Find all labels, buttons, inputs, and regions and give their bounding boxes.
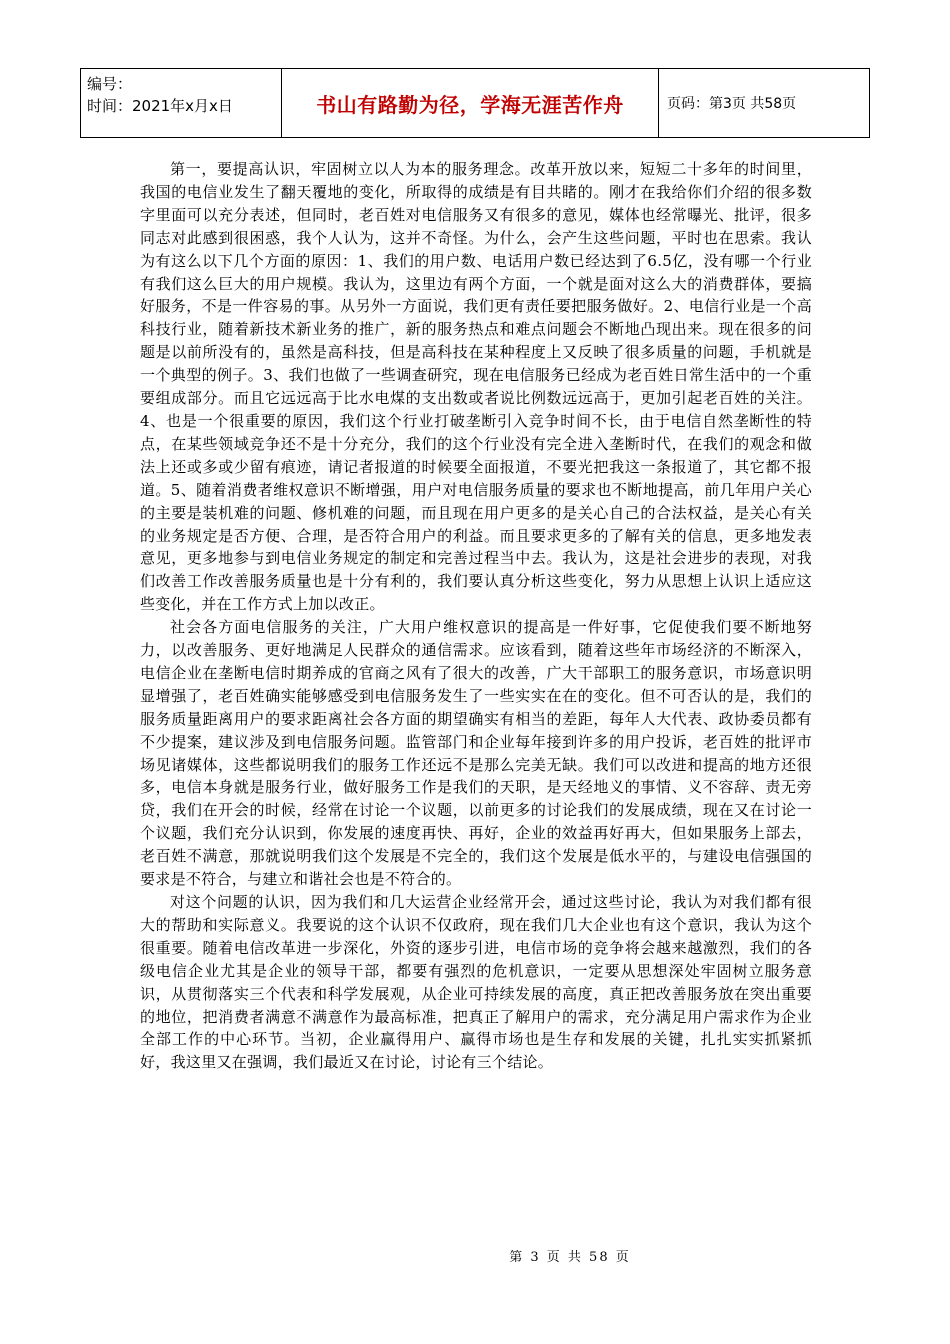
document-time-label: 时间：2021年x月x日 [87,97,233,115]
document-header [80,68,870,138]
header-motto: 书山有路勤为径，学海无涯苦作舟 [282,69,659,138]
body-paragraph-3: 对这个问题的认识，因为我们和几大运营企业经常开会，通过这些讨论，我认为对我们都有很大的帮助和实际意义。我要说的这个认识不仅政府，现在我们几大企业也有这个意识，我认为这个很重要。随着电信改革进一步深化，外资的逐步引进，电信市场的竞争将会越来越激烈，我们的各级电信企业尤其是企业的领导干部，都要有强烈的危机意识，一定要从思想深处牢固树立服务意识，从贯彻落实三个代表和科学发展观，从企业可持续发展的高度，真正把改善服务放在突出重要的地位，把消费者满意不满意作为最高标准，把真正了解用户的需求，充分满足用户需求作为企业全部工作的中心环节。当初，企业赢得用户、赢得市场也是生存和发展的关键，扎扎实实抓紧抓好，我这里又在强调，我们最近又在讨论，讨论有三个结论。 [140,893,812,1072]
page-footer: 第 3 页 共 58 页 [509,1250,631,1265]
body-paragraph-2: 社会各方面电信服务的关注，广大用户维权意识的提高是一件好事，它促使我们要不断地努力，以改善服务、更好地满足人民群众的通信需求。应该看到，随着这些年市场经济的不断深入，电信企业在垄断电信时期养成的官商之风有了很大的改善，广大干部职工的服务意识，市场意识明显增强了，老百姓确实能够感受到电信服务发生了一些实实在在的变化。但不可否认的是，我们的服务质量距离用户的要求距离社会各方面的期望确实有相当的差距，每年人大代表、政协委员都有不少提案，建议涉及到电信服务问题。监管部门和企业每年接到许多的用户投诉，老百姓的批评市场见诸媒体，这些都说明我们的服务工作还远不是那么完美无缺。我们可以改进和提高的地方还很多，电信本身就是服务行业，做好服务工作是我们的天职，是天经地义的事情、义不容辞、责无旁贷，我们在开会的时候，经常在讨论一个议题，以前更多的讨论我们的发展成绩，现在又在讨论一个议题，我们充分认识到，你发展的速度再快、再好，企业的效益再好再大，但如果服务上部去，老百姓不满意，那就说明我们这个发展是不完全的，我们这个发展是低水平的，与建设电信强国的要求是不符合，与建立和谐社会也是不符合的。 [140,618,812,889]
header-page-info: 页码：第3页 共58页 [659,69,870,138]
document-number-label: 编号： [87,75,133,93]
header-meta-cell [81,69,282,138]
body-paragraph-1: 第一，要提高认识，牢固树立以人为本的服务理念。改革开放以来，短短二十多年的时间里，我国的电信业发生了翻天覆地的变化，所取得的成绩是有目共睹的。刚才在我给你们介绍的很多数字里面可以充分表述，但同时，老百姓对电信服务又有很多的意见，媒体也经常曝光、批评，很多同志对此感到很困惑，我个人认为，这并不奇怪。为什么，会产生这些问题，平时也在思索。我认为有这么以下几个方面的原因：1、我们的用户数、电话用户数已经达到了6.5亿，没有哪一个行业有我们这么巨大的用户规模。我认为，这里边有两个方面，一个就是面对这么大的消费群体，要搞好服务，不是一件容易的事。从另外一方面说，我们更有责任要把服务做好。2、电信行业是一个高科技行业，随着新技术新业务的推广，新的服务热点和难点问题会不断地凸现出来。现在很多的问题是以前所没有的，虽然是高科技，但是高科技在某种程度上又反映了很多质量的问题，手机就是一个典型的例子。3、我们也做了一些调查研究，现在电信服务已经成为老百姓日常生活中的一个重要组成部分。而且它远远高于比水电煤的支出数或者说比例数远远高于，更加引起老百姓的关注。4、也是一个很重要的原因，我们这个行业打破垄断引入竞争时间不长，由于电信自然垄断性的特点，在某些领域竞争还不是十分充分，我们的这个行业没有完全进入垄断时代，在我们的观念和做法上还或多或少留有痕迹，请记者报道的时候要全面报道，不要光把我这一条报道了，其它都不报道。5、随着消费者维权意识不断增强，用户对电信服务质量的要求也不断地提高，前几年用户关心的主要是装机难的问题、修机难的问题，而且现在用户更多的是关心自己的合法权益，是关心有关的业务规定是否方便、合理，是否符合用户的利益。而且要求更多的了解有关的信息，更多地发表意见，更多地参与到电信业务规定的制定和完善过程当中去。我认为，这是社会进步的表现，对我们改善工作改善服务质量也是十分有利的，我们要认真分析这些变化，努力从思想上认识上适应这些变化，并在工作方式上加以改正。 [140,160,812,614]
document-body [140,158,812,1074]
